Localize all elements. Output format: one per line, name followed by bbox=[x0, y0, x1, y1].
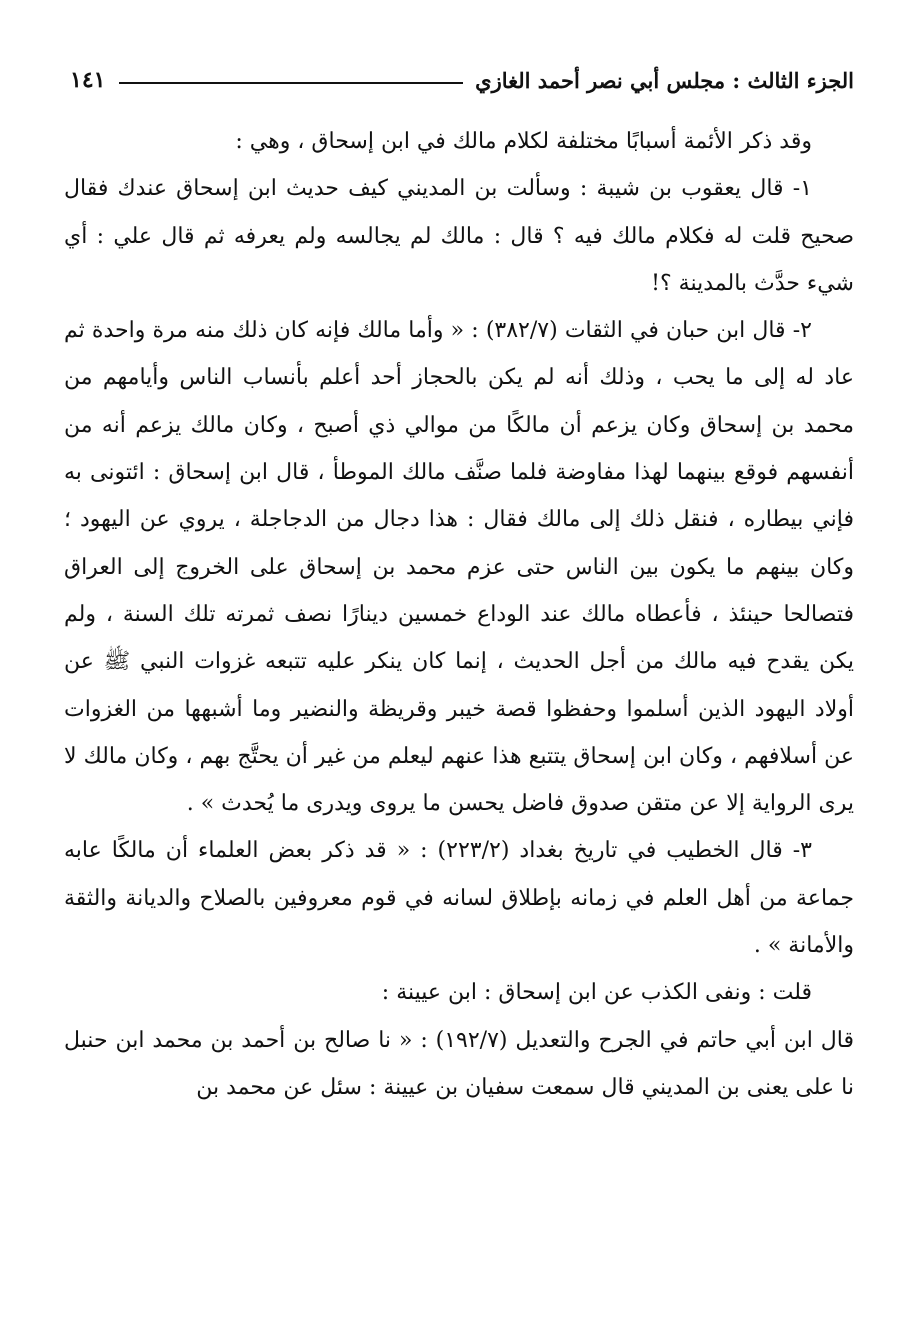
item-2-paragraph: ٢- قال ابن حبان في الثقات (٣٨٢/٧) : « وأما مالك فإنه كان ذلك منه مرة واحدة ثم عاد له إلى ما يحب ، وذلك أنه لم يكن بالحجاز أحد أعلم بأنساب الناس وأيامهم من محمد بن إسحاق وكان يزعم أن مالكًا من موالي ذي أصبح ، وكان مالك يزعم أنه من أنفسهم فوقع بينهما لهذا مفاوضة فلما صنَّف مالك الموطأ ، قال ابن إسحاق : ائتونى به فإني بيطاره ، فنقل ذلك إلى مالك فقال : هذا دجال من الدجاجلة ، يروي عن اليهود ؛ وكان بينهم ما يكون بين الناس حتى عزم محمد بن إسحاق على الخروج إلى العراق فتصالحا حينئذ ، فأعطاه مالك عند الوداع خمسين دينارًا نصف ثمرته تلك السنة ، ولم يكن يقدح فيه مالك من أجل الحديث ، إنما كان ينكر عليه تتبعه غزوات النبي ﷺ عن أولاد اليهود الذين أسلموا وحفظوا قصة خيبر وقريظة والنضير وما أشبهها من الغزوات عن أسلافهم ، وكان ابن إسحاق يتتبع هذا عنهم ليعلم من غير أن يحتَّج بهم ، وكان مالك لا يرى الرواية إلا عن متقن صدوق فاضل يحسن ما يروى ويدرى ما يُحدث » . bbox=[64, 318, 854, 817]
header-rule bbox=[119, 82, 463, 84]
intro-paragraph: وقد ذكر الأئمة أسبابًا مختلفة لكلام مالك في ابن إسحاق ، وهي : bbox=[235, 129, 812, 154]
page-number: ١٤١ bbox=[70, 67, 106, 93]
quote-paragraph: قال ابن أبي حاتم في الجرح والتعديل (١٩٢/٧) : « نا صالح بن أحمد بن محمد ابن حنبل نا على يعنى بن المديني قال سمعت سفيان بن عيينة : سئل عن محمد بن bbox=[64, 1027, 854, 1100]
note-paragraph: قلت : ونفى الكذب عن ابن إسحاق : ابن عيينة : bbox=[381, 980, 812, 1006]
item-1-paragraph: ١- قال يعقوب بن شيبة : وسألت بن المديني كيف حديث ابن إسحاق عندك فقال صحيح قلت له فكلام مالك فيه ؟ قال : مالك لم يجالسه ولم يعرفه ثم قال علي : أي شيء حدَّث بالمدينة ؟! bbox=[64, 176, 854, 296]
body-text bbox=[64, 118, 854, 1111]
chapter-title: الجزء الثالث : مجلس أبي نصر أحمد الغازي bbox=[475, 67, 854, 93]
page-header bbox=[64, 58, 854, 102]
item-3-paragraph: ٣- قال الخطيب في تاريخ بغداد (٢٢٣/٢) : « قد ذكر بعض العلماء أن مالكًا عابه جماعة من أهل العلم في زمانه بإطلاق لسانه في قوم معروفين بالصلاح والديانة والثقة والأمانة » . bbox=[64, 838, 854, 959]
document-page bbox=[64, 58, 854, 1328]
